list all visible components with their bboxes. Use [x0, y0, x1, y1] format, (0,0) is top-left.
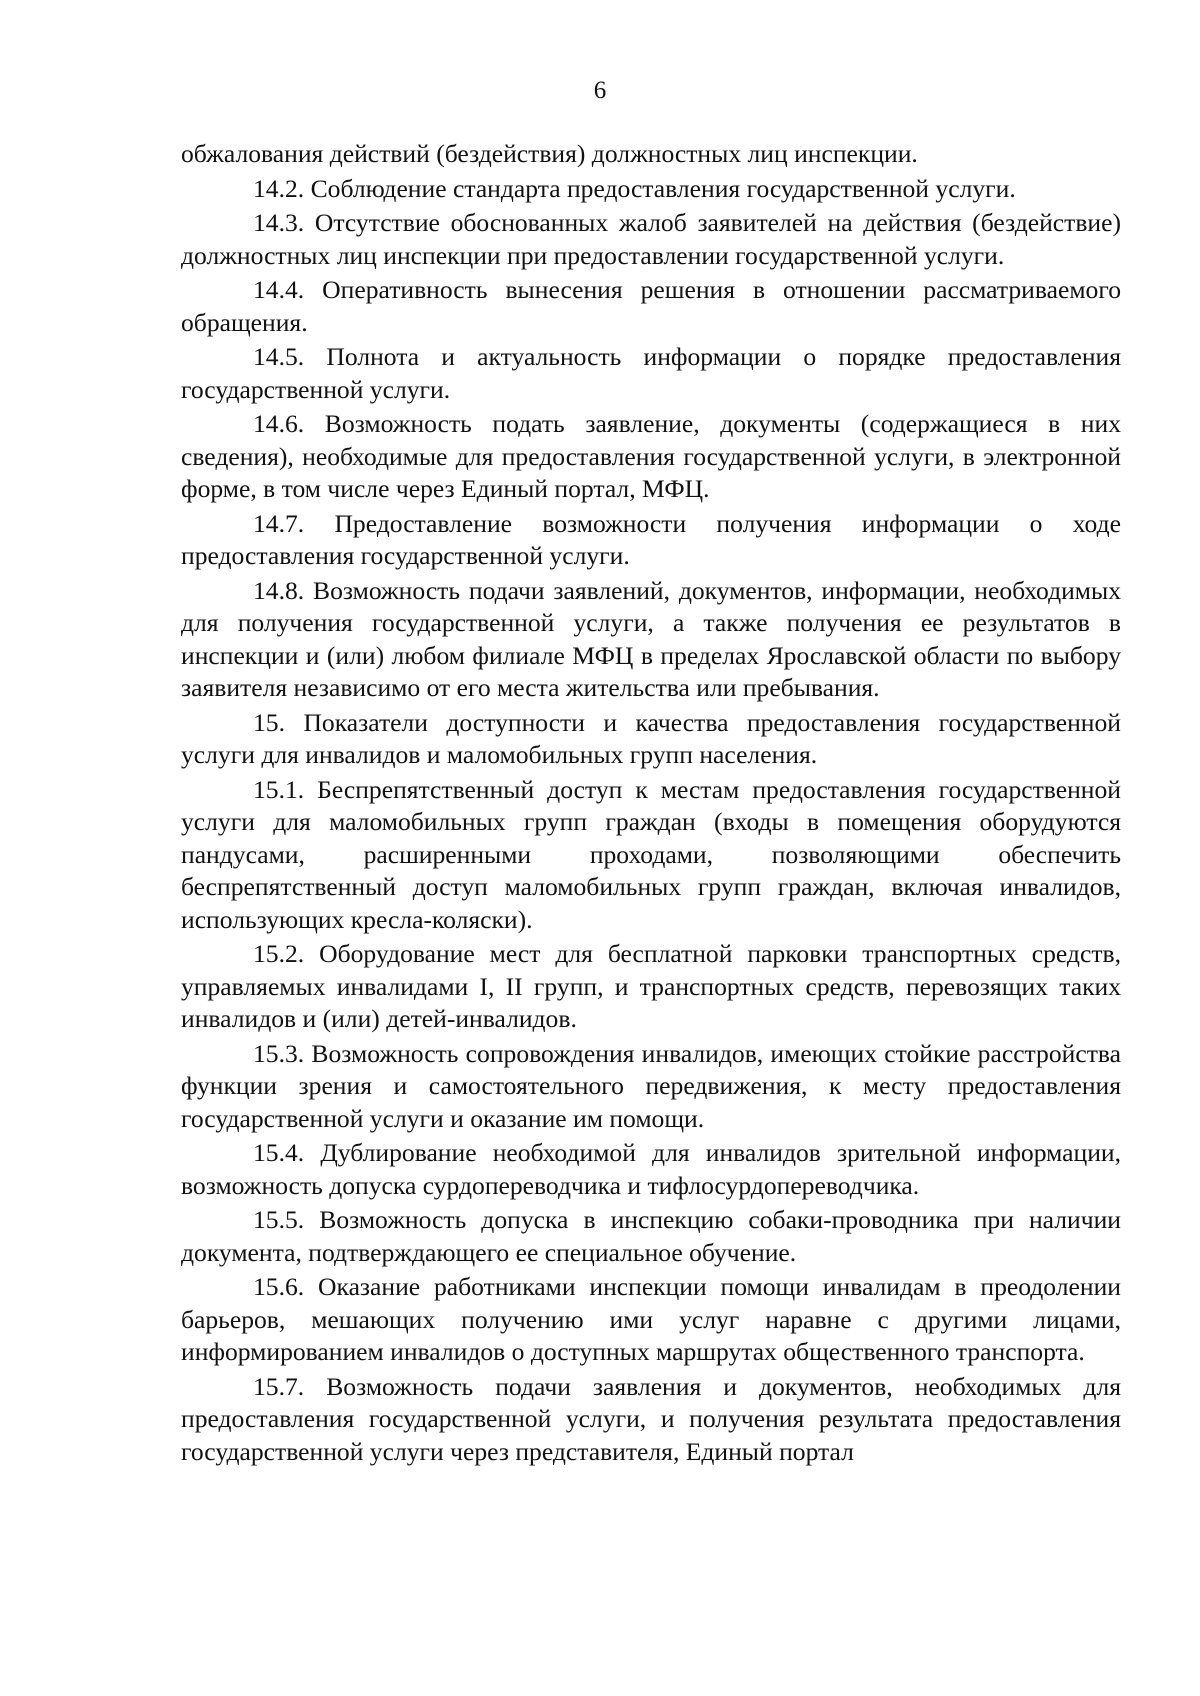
paragraph-14-6: 14.6. Возможность подать заявление, документы (содержащиеся в них сведения), необходимые для предоставления государственной услуги, в электронной форме, в том числе через Единый портал, МФЦ.: [181, 409, 1121, 503]
paragraph-15-5: 15.5. Возможность допуска в инспекцию собаки-проводника при наличии документа, подтверждающего ее специальное обучение.: [181, 1205, 1121, 1267]
paragraph-15-6: 15.6. Оказание работниками инспекции помощи инвалидам в преодолении барьеров, мешающих получению ими услуг наравне с другими лицами, информированием инвалидов о доступных маршрутах общественного транспорта.: [181, 1272, 1121, 1366]
paragraph-15-2: 15.2. Оборудование мест для бесплатной парковки транспортных средств, управляемых инвалидами I, II групп, и транспортных средств, перевозящих таких инвалидов и (или) детей-инвалидов.: [181, 939, 1121, 1033]
document-body: [181, 138, 1121, 1470]
paragraph-15-4: 15.4. Дублирование необходимой для инвалидов зрительной информации, возможность допуска сурдопереводчика и тифлосурдопереводчика.: [181, 1138, 1121, 1200]
paragraph-14-2: 14.2. Соблюдение стандарта предоставления государственной услуги.: [253, 173, 1016, 203]
paragraph-15-7: 15.7. Возможность подачи заявления и документов, необходимых для предоставления государственной услуги, и получения результата предоставления государственной услуги через представителя, Единый портал: [181, 1371, 1121, 1466]
paragraph-15: 15. Показатели доступности и качества предоставления государственной услуги для инвалидов и маломобильных групп населения.: [181, 707, 1121, 769]
paragraph-14-8: 14.8. Возможность подачи заявлений, документов, информации, необходимых для получения государственной услуги, а также получения ее результатов в инспекции и (или) любом филиале МФЦ в пределах Ярославской области по выбору заявителя независимо от его места жительства или пребывания.: [181, 575, 1121, 702]
paragraph-14-1-continuation: обжалования действий (бездействия) должностных лиц инспекции.: [181, 139, 918, 168]
paragraph-14-4: 14.4. Оперативность вынесения решения в отношении рассматриваемого обращения.: [181, 275, 1121, 337]
paragraph-14-5: 14.5. Полнота и актуальность информации о порядке предоставления государственной услуги.: [181, 342, 1121, 404]
paragraph-15-3: 15.3. Возможность сопровождения инвалидов, имеющих стойкие расстройства функции зрения и самостоятельного передвижения, к месту предоставления государственной услуги и оказание им помощи.: [181, 1038, 1121, 1133]
paragraph-15-1: 15.1. Беспрепятственный доступ к местам предоставления государственной услуги для маломобильных групп граждан (входы в помещения оборудуются пандусами, расширенными проходами, позволяющими обеспечить беспрепятственный доступ маломобильных групп граждан, включая инвалидов, использующих кресла-коляски).: [181, 774, 1121, 934]
page-number: 6: [593, 77, 607, 104]
paragraph-14-7: 14.7. Предоставление возможности получения информации о ходе предоставления государственной услуги.: [181, 508, 1121, 570]
paragraph-14-3: 14.3. Отсутствие обоснованных жалоб заявителей на действия (бездействие) должностных лиц инспекции при предоставлении государственной услуги.: [181, 208, 1121, 270]
